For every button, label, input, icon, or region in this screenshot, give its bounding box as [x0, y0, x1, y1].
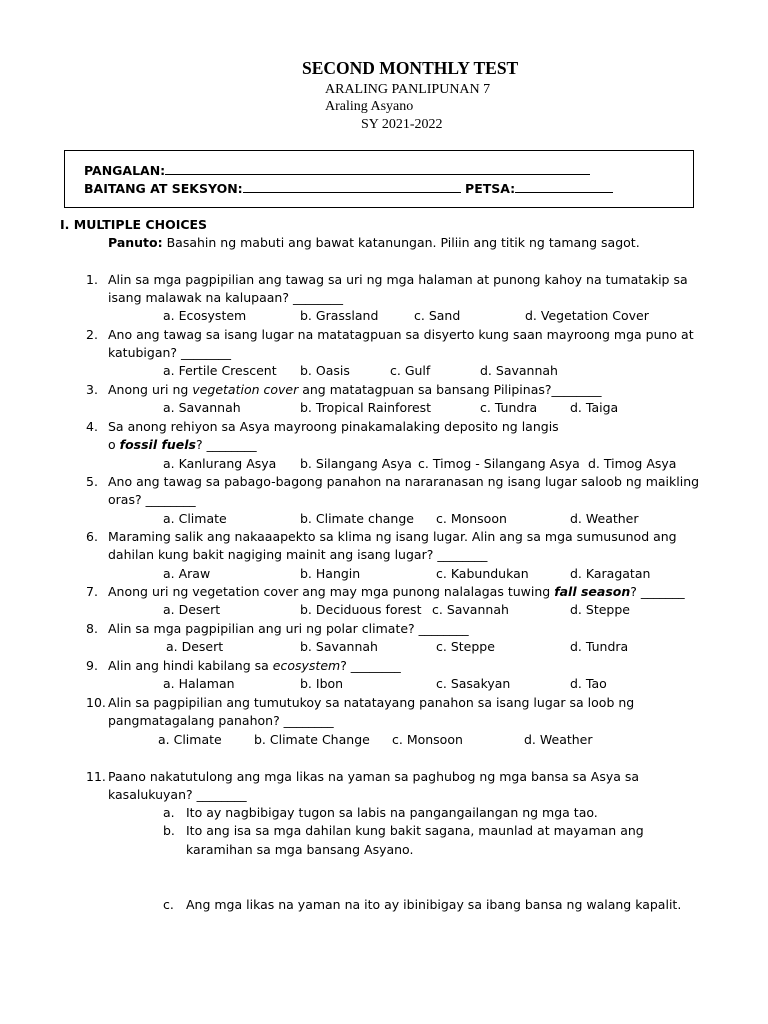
- choice-b[interactable]: b. Oasis: [300, 363, 350, 378]
- choice-a[interactable]: a. Climate: [158, 732, 222, 747]
- section-label: BAITANG AT SEKSYON:: [84, 181, 243, 196]
- choice-b[interactable]: b. Savannah: [300, 639, 378, 654]
- question-text: [108, 436, 257, 454]
- instructions-label: Panuto:: [108, 235, 163, 250]
- option-b-text[interactable]: karamihan sa mga bansang Asyano.: [186, 842, 414, 857]
- question-text: Maraming salik ang nakaaapekto sa klima ng isang lugar. Alin ang sa mga sumusunod ang: [108, 529, 677, 544]
- question-text-part: Alin ang hindi kabilang sa: [108, 658, 273, 673]
- choice-d[interactable]: d. Taiga: [570, 400, 619, 415]
- choice-b[interactable]: b. Ibon: [300, 676, 344, 691]
- choice-c[interactable]: c. Monsoon: [392, 732, 463, 747]
- date-label: PETSA:: [465, 181, 516, 196]
- choice-a[interactable]: a. Halaman: [163, 676, 235, 691]
- question-text: Ano ang tawag sa isang lugar na matatagpuan sa disyerto kung saan mayroong mga puno at: [108, 327, 694, 342]
- question-text: pangmatagalang panahon? ________: [108, 713, 334, 728]
- choice-d[interactable]: d. Tundra: [570, 639, 629, 654]
- section-heading: I. MULTIPLE CHOICES: [60, 217, 208, 232]
- question-number: 9.: [86, 658, 98, 673]
- date-field[interactable]: [515, 180, 613, 193]
- question-text-part: ? ________: [196, 437, 257, 452]
- question-text: Alin sa mga pagpipilian ang tawag sa uri ng mga halaman at punong kahoy na tumatakip sa: [108, 272, 688, 287]
- choice-b[interactable]: b. Hangin: [300, 566, 361, 581]
- question-text: Ano ang tawag sa pabago-bagong panahon na nararanasan ng isang lugar saloob ng maikling: [108, 474, 700, 489]
- option-letter-c[interactable]: c.: [163, 897, 174, 912]
- question-text: [108, 583, 685, 601]
- choice-d[interactable]: d. Timog Asya: [588, 456, 677, 471]
- question-number: 8.: [86, 621, 98, 636]
- question-number: 4.: [86, 419, 98, 434]
- choice-c[interactable]: c. Tundra: [480, 400, 538, 415]
- question-text: oras? ________: [108, 492, 196, 507]
- name-row: [84, 162, 590, 180]
- choice-c[interactable]: c. Sasakyan: [436, 676, 511, 691]
- choice-d[interactable]: d. Weather: [524, 732, 593, 747]
- section-row: [84, 180, 613, 198]
- choice-d[interactable]: d. Tao: [570, 676, 607, 691]
- choice-d[interactable]: d. Weather: [570, 511, 639, 526]
- question-text: isang malawak na kalupaan? ________: [108, 290, 343, 305]
- question-text: kasalukuyan? ________: [108, 787, 247, 802]
- choice-b[interactable]: b. Climate change: [300, 511, 414, 526]
- option-letter-a[interactable]: a.: [163, 805, 175, 820]
- question-text-part: Anong uri ng vegetation cover ang may mga punong nalalagas tuwing: [108, 584, 555, 599]
- choice-a[interactable]: a. Climate: [163, 511, 227, 526]
- topic-line: Araling Asyano: [325, 99, 414, 114]
- question-number: 1.: [86, 272, 98, 287]
- question-text-part: ? ________: [340, 658, 401, 673]
- choice-d[interactable]: d. Vegetation Cover: [525, 308, 649, 323]
- choice-b[interactable]: b. Tropical Rainforest: [300, 400, 432, 415]
- question-number: 10.: [86, 695, 106, 710]
- choice-a[interactable]: a. Ecosystem: [163, 308, 247, 323]
- question-text: [108, 657, 401, 675]
- question-emphasis: fossil fuels: [119, 437, 196, 452]
- question-number: 2.: [86, 327, 98, 342]
- question-text: Paano nakatutulong ang mga likas na yaman sa paghubog ng mga bansa sa Asya sa: [108, 769, 640, 784]
- choice-c[interactable]: c. Kabundukan: [436, 566, 529, 581]
- choice-d[interactable]: d. Savannah: [480, 363, 558, 378]
- choice-b[interactable]: b. Grassland: [300, 308, 379, 323]
- question-text: katubigan? ________: [108, 345, 232, 360]
- question-number: 5.: [86, 474, 98, 489]
- question-text-part: o: [108, 437, 120, 452]
- choice-c[interactable]: c. Steppe: [436, 639, 495, 654]
- question-text: dahilan kung bakit nagiging mainit ang isang lugar? ________: [108, 547, 488, 562]
- choice-d[interactable]: d. Karagatan: [570, 566, 651, 581]
- question-text: Sa anong rehiyon sa Asya mayroong pinakamalaking deposito ng langis: [108, 419, 559, 434]
- option-a-text[interactable]: Ito ay nagbibigay tugon sa labis na pangangailangan ng mga tao.: [186, 805, 598, 820]
- question-number: 11.: [86, 769, 106, 784]
- choice-c[interactable]: c. Timog - Silangang Asya: [418, 456, 580, 471]
- choice-b[interactable]: b. Silangang Asya: [300, 456, 412, 471]
- question-emphasis: fall season: [554, 584, 631, 599]
- choice-a[interactable]: a. Savannah: [163, 400, 241, 415]
- question-text: [108, 381, 602, 399]
- subject-line: ARALING PANLIPUNAN 7: [325, 82, 491, 97]
- question-number: 7.: [86, 584, 98, 599]
- choice-c[interactable]: c. Sand: [414, 308, 461, 323]
- instructions-text: Basahin ng mabuti ang bawat katanungan. Piliin ang titik ng tamang sagot.: [162, 235, 640, 250]
- question-emphasis: vegetation cover: [192, 382, 299, 397]
- name-field[interactable]: [165, 162, 590, 175]
- choice-c[interactable]: c. Monsoon: [436, 511, 507, 526]
- choice-b[interactable]: b. Climate Change: [254, 732, 370, 747]
- option-b-text[interactable]: Ito ang isa sa mga dahilan kung bakit sagana, maunlad at mayaman ang: [186, 823, 644, 838]
- school-year: SY 2021-2022: [361, 117, 443, 132]
- instructions: [108, 234, 640, 252]
- choice-a[interactable]: a. Fertile Crescent: [163, 363, 277, 378]
- choice-a[interactable]: a. Desert: [163, 602, 221, 617]
- section-field[interactable]: [243, 180, 461, 193]
- question-text: Alin sa pagpipilian ang tumutukoy sa natatayang panahon sa isang lugar sa loob ng: [108, 695, 635, 710]
- question-number: 6.: [86, 529, 98, 544]
- choice-c[interactable]: c. Savannah: [432, 602, 509, 617]
- question-text-part: ? _______: [630, 584, 685, 599]
- choice-a[interactable]: a. Araw: [163, 566, 211, 581]
- option-letter-b[interactable]: b.: [163, 823, 175, 838]
- option-c-text[interactable]: Ang mga likas na yaman na ito ay ibinibigay sa ibang bansa ng walang kapalit.: [186, 897, 682, 912]
- choice-a[interactable]: a. Desert: [166, 639, 224, 654]
- question-text: Alin sa mga pagpipilian ang uri ng polar climate? ________: [108, 621, 469, 636]
- choice-c[interactable]: c. Gulf: [390, 363, 431, 378]
- question-text-part: ang matatagpuan sa bansang Pilipinas?________: [298, 382, 602, 397]
- page-title: SECOND MONTHLY TEST: [302, 58, 519, 78]
- question-number: 3.: [86, 382, 98, 397]
- question-emphasis: ecosystem: [272, 658, 341, 673]
- question-text-part: Anong uri ng: [108, 382, 193, 397]
- name-label: PANGALAN:: [84, 163, 166, 178]
- choice-a[interactable]: a. Kanlurang Asya: [163, 456, 277, 471]
- choice-d[interactable]: d. Steppe: [570, 602, 630, 617]
- choice-b[interactable]: b. Deciduous forest: [300, 602, 422, 617]
